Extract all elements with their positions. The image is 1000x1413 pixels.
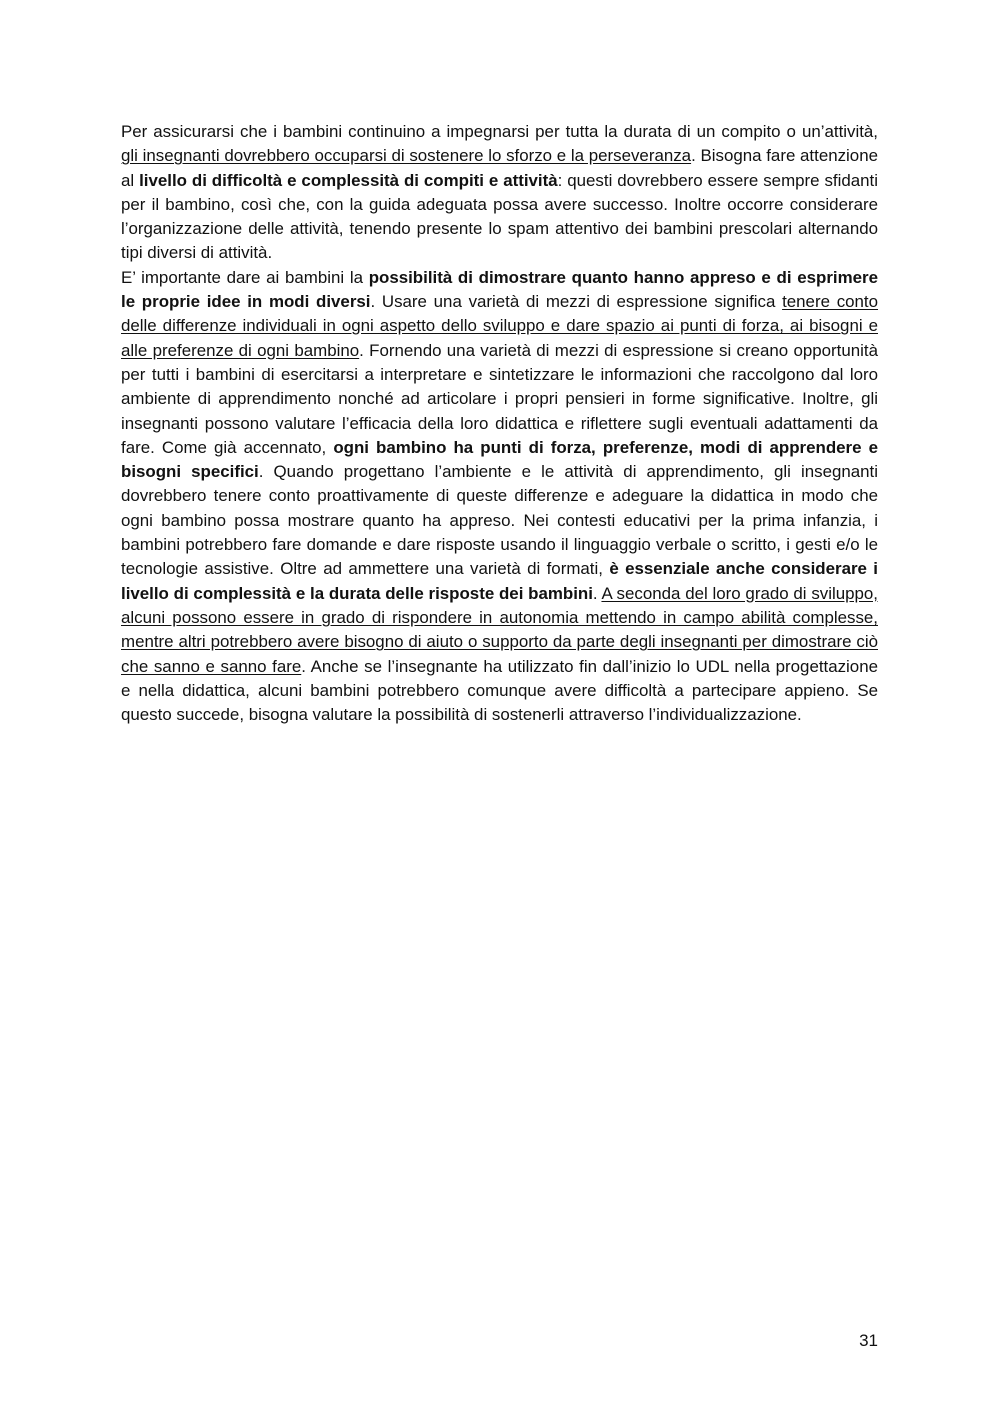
- underlined-text: A seconda del loro grado di sviluppo, alcuni possono essere in grado di rispondere in autonomia mettendo in campo abilità complesse, mentre altri potrebbero avere bisogno di aiuto o supporto da parte degli insegnanti per dimostrare ciò che sanno e sanno fare: [121, 583, 878, 676]
- text-run: .: [592, 583, 602, 603]
- text-run: . Fornendo una varietà di mezzi di espressione si creano opportunità per tutti i bambini di esercitarsi a interpretare e sintetizzare le informazioni che raccolgono dal loro ambiente di apprendimento nonché ad articolare i propri pensieri in forme significative. Inoltre, gli insegnanti possono valutare l’efficacia della loro didattica e riflettere sugli eventuali adattamenti da fare. Come già accennato,: [121, 340, 878, 457]
- bold-text: è essenziale anche considerare i livello di complessità e la durata delle risposte dei bambini: [121, 559, 878, 603]
- page-number: 31: [859, 1331, 878, 1350]
- paragraph-1: [121, 120, 878, 266]
- text-run: Per assicurarsi che i bambini continuino a impegnarsi per tutta la durata di un compito o un’attività,: [121, 122, 878, 141]
- text-run: . Quando progettano l’ambiente e le attività di apprendimento, gli insegnanti dovrebbero tenere conto proattivamente di queste differenze e adeguare la didattica in modo che ogni bambino possa mostrare quanto ha appreso. Nei contesti educativi per la prima infanzia, i bambini potrebbero fare domande e dare risposte usando il linguaggio verbale o scritto, i gesti e/o le tecnologie assistive. Oltre ad ammettere una varietà di formati,: [121, 462, 878, 579]
- underlined-text: tenere conto delle differenze individuali in ogni aspetto dello sviluppo e dare spazio ai punti di forza, ai bisogni e alle preferenze di ogni bambino: [121, 292, 879, 360]
- text-run: : questi dovrebbero essere sempre sfidanti per il bambino, così che, con la guida adeguata possa avere successo. Inoltre occorre considerare l’organizzazione delle attività, tenendo presente lo spam attentivo dei bambini prescolari alternando tipi diversi di attività.: [121, 170, 878, 263]
- body-text: [121, 120, 878, 727]
- underlined-text: gli insegnanti dovrebbero occuparsi di sostenere lo sforzo e la perseveranza: [121, 146, 692, 166]
- paragraph-2: [121, 266, 878, 728]
- bold-text: livello di difficoltà e complessità di compiti e attività: [139, 170, 558, 190]
- bold-text: ogni bambino ha punti di forza, preferenze, modi di apprendere e bisogni specifici: [121, 437, 878, 482]
- text-run: . Usare una varietà di mezzi di espressione significa: [370, 292, 783, 312]
- bold-text: possibilità di dimostrare quanto hanno appreso e di esprimere le proprie idee in modi diversi: [121, 267, 878, 312]
- text-run: . Bisogna fare attenzione al: [121, 146, 878, 190]
- text-run: . Anche se l’insegnante ha utilizzato fin dall’inizio lo UDL nella progettazione e nella didattica, alcuni bambini potrebbero comunque avere difficoltà a partecipare appieno. Se questo succede, bisogna valutare la possibilità di sostenerli attraverso l’individualizzazione.: [121, 656, 878, 725]
- text-run: E’ importante dare ai bambini la: [121, 267, 369, 287]
